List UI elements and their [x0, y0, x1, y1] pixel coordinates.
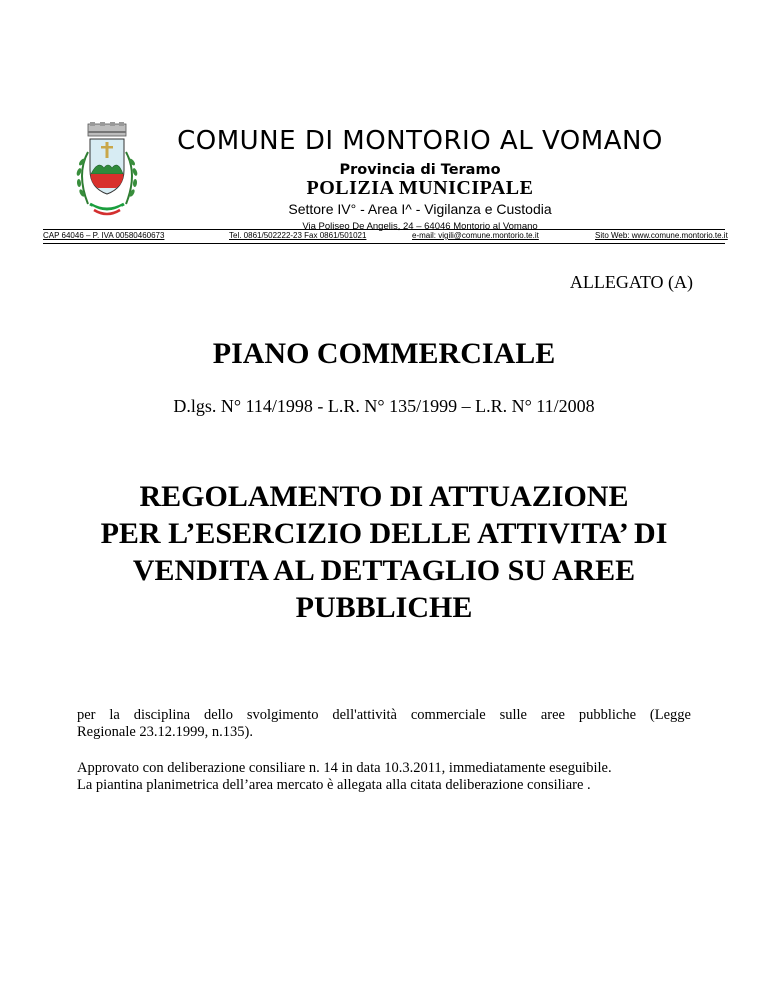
allegato-label: ALLEGATO (A) [569, 272, 693, 292]
website-link[interactable]: Sito Web: www.comune.montorio.te.it [595, 231, 728, 240]
cap-piva-text: CAP 64046 – P. IVA 00580460673 [43, 231, 165, 240]
address-line: Via Poliseo De Angelis, 24 – 64046 Montorio al Vomano [302, 221, 538, 232]
legal-references: D.lgs. N° 114/1998 - L.R. N° 135/1999 – L.R. N° 11/2008 [173, 396, 595, 416]
purpose-word: svolgimento [246, 707, 319, 723]
settore-label: Settore IV° - Area I^ - Vigilanza e Custodia [288, 201, 552, 217]
approval-line-2: La piantina planimetrica dell’area mercato è allegata alla citata deliberazione consiliare . [77, 777, 591, 793]
purpose-word: (Legge [649, 707, 691, 723]
purpose-word: pubbliche [578, 707, 637, 723]
regolamento-line: REGOLAMENTO DI ATTUAZIONE [139, 480, 629, 513]
purpose-line-2: Regionale 23.12.1999, n.135). [77, 724, 253, 740]
approval-paragraph [77, 760, 691, 794]
purpose-paragraph [77, 707, 691, 741]
regolamento-heading [0, 478, 768, 626]
purpose-word: dell'attività [332, 707, 397, 723]
header-divider-bottom [43, 243, 725, 244]
contact-bar [43, 230, 728, 242]
approval-line-1: Approvato con deliberazione consiliare n. 14 in data 10.3.2011, immediatamente eseguibile. [77, 760, 612, 776]
purpose-word: commerciale [410, 707, 486, 723]
regolamento-line: PUBBLICHE [295, 591, 473, 624]
regolamento-line: VENDITA AL DETTAGLIO SU AREE [132, 554, 636, 587]
purpose-word: disciplina [133, 707, 191, 723]
provincia-label: Provincia di Teramo [339, 162, 501, 178]
purpose-word: sulle [499, 707, 527, 723]
email-link[interactable]: e-mail: vigili@comune.montorio.te.it [412, 231, 539, 240]
tel-fax-text: Tel. 0861/502222-23 Fax 0861/501021 [229, 231, 367, 240]
purpose-word: dello [203, 707, 233, 723]
purpose-line-1 [77, 707, 691, 724]
purpose-word: per [77, 707, 96, 723]
document-title: PIANO COMMERCIALE [212, 337, 556, 370]
purpose-word: la [109, 707, 120, 723]
regolamento-line: PER L’ESERCIZIO DELLE ATTIVITA’ DI [100, 517, 668, 550]
polizia-heading: POLIZIA MUNICIPALE [306, 177, 534, 199]
municipal-crest-icon [70, 122, 144, 222]
comune-title: COMUNE DI MONTORIO AL VOMANO [177, 126, 663, 156]
purpose-word: aree [540, 707, 565, 723]
